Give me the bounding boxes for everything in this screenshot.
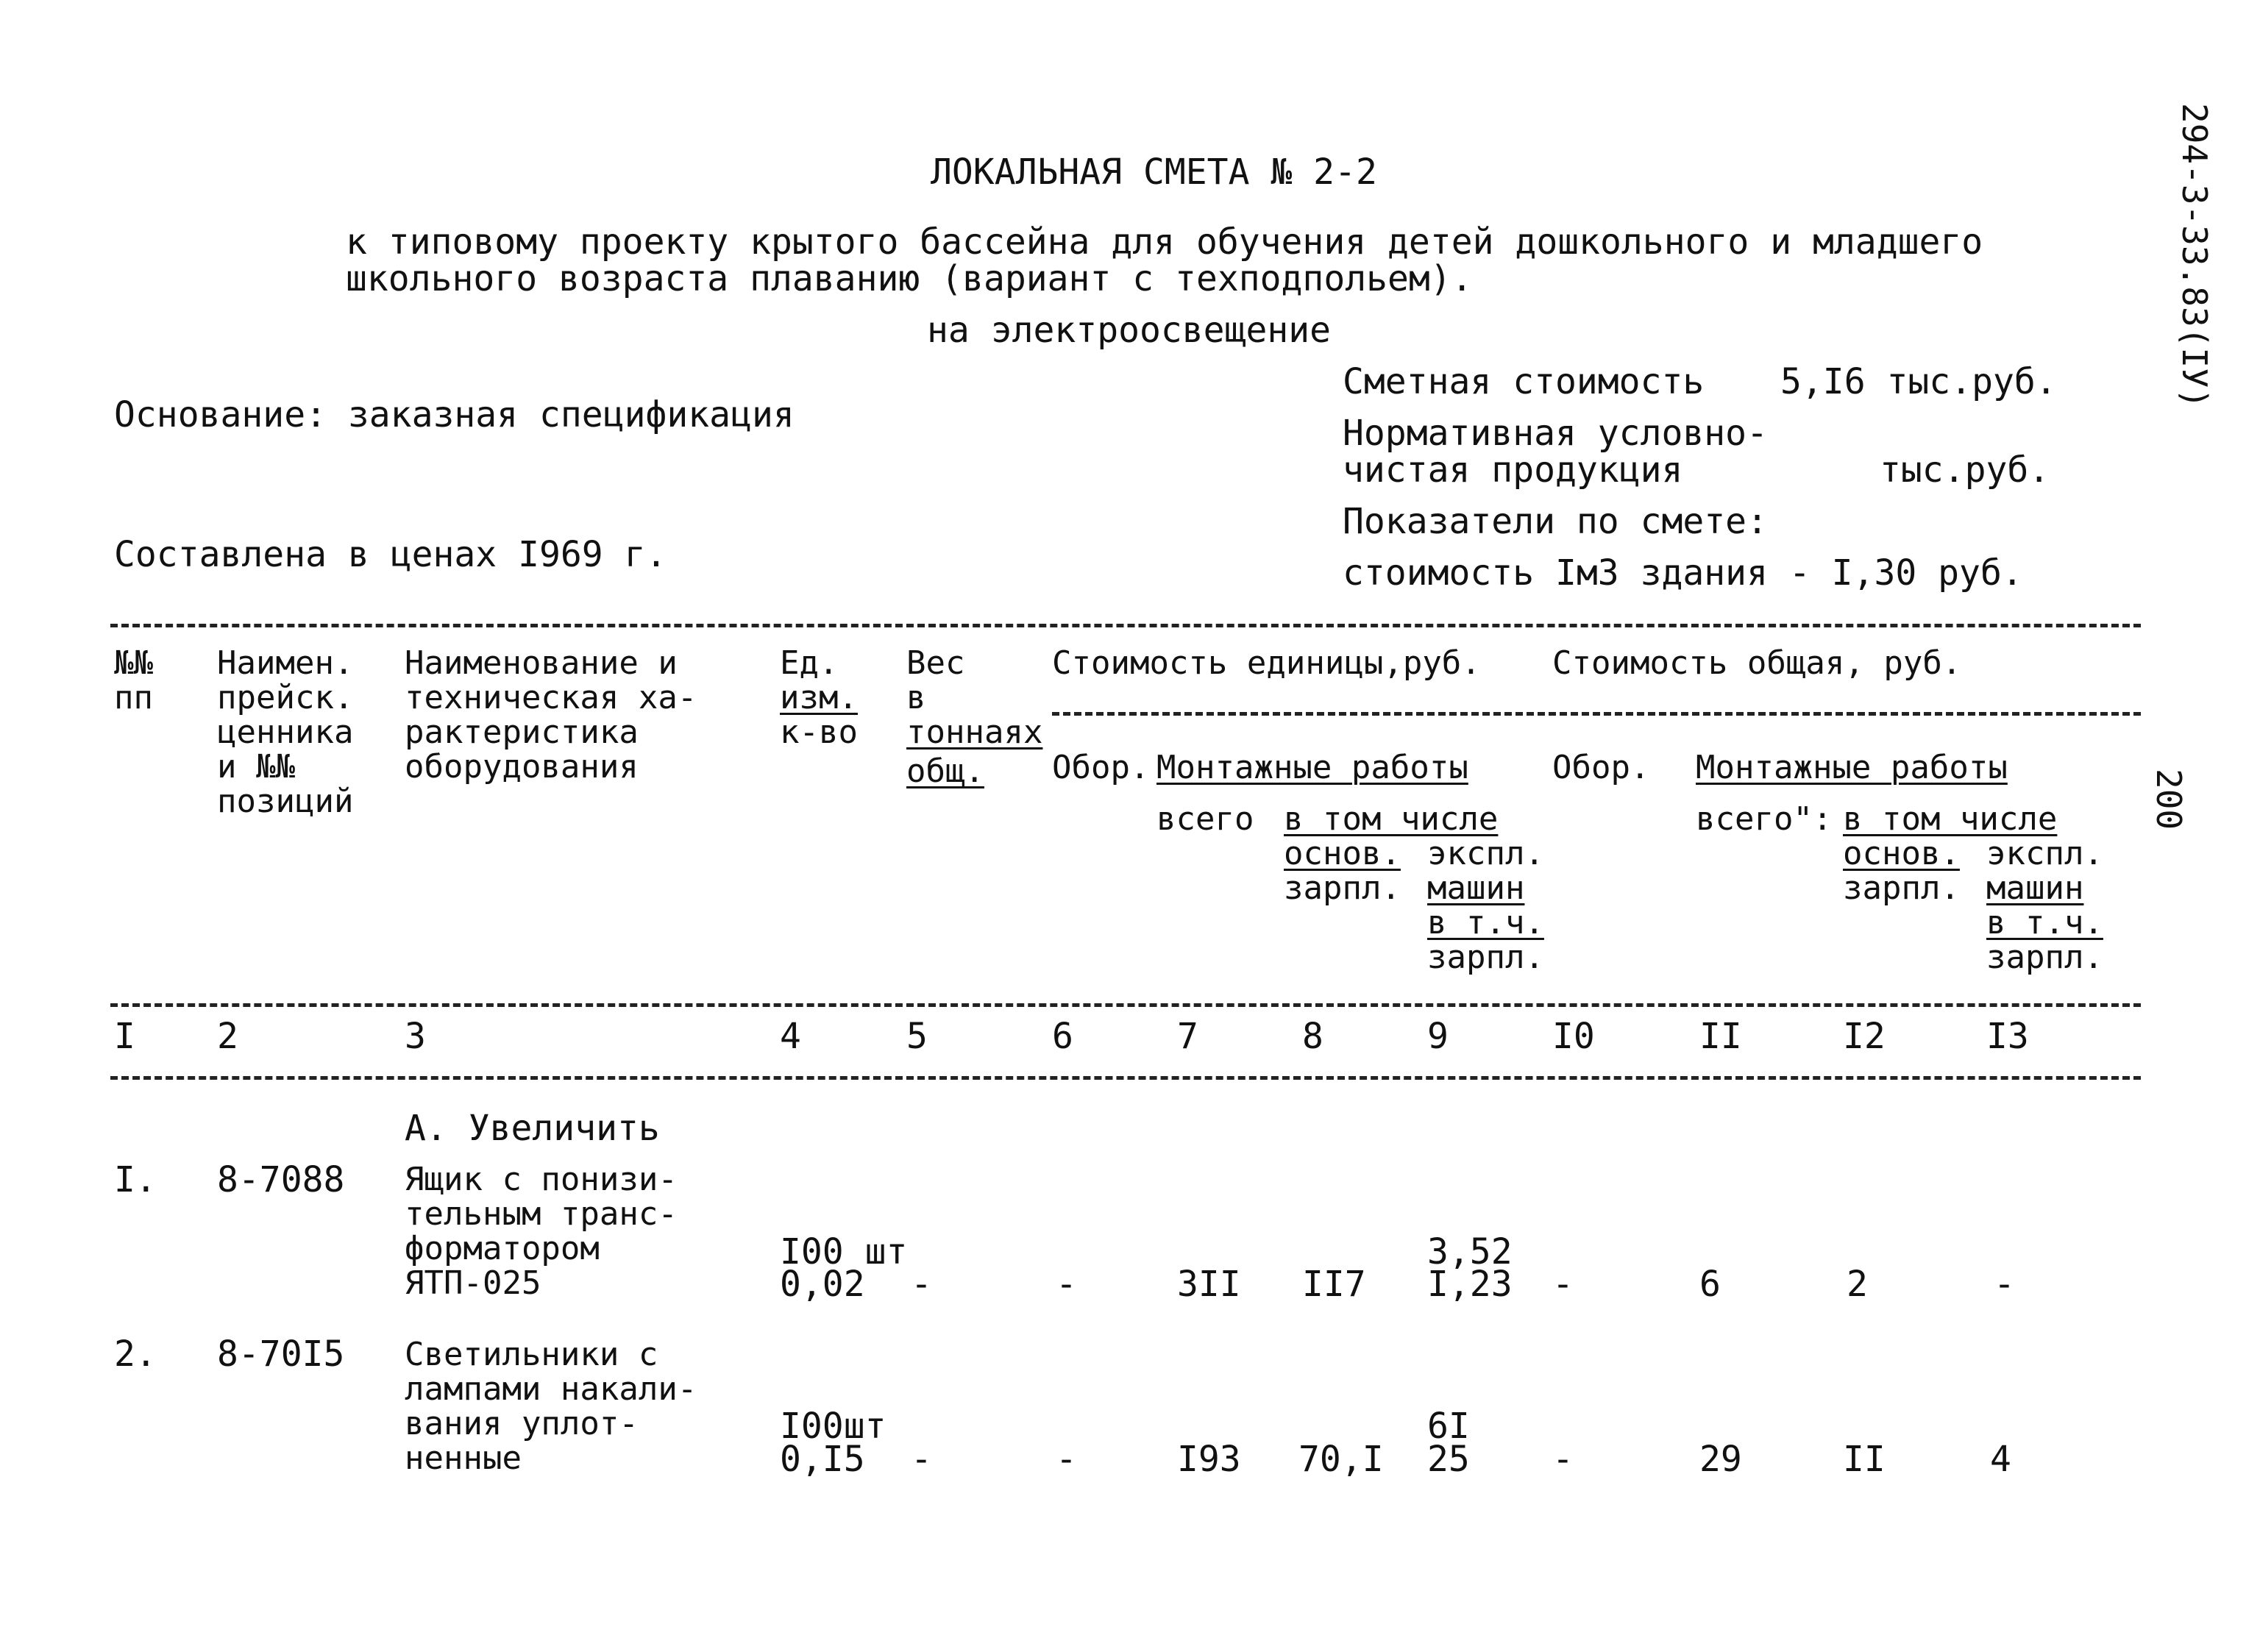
row-name-line: ЯТП-025 <box>405 1264 541 1302</box>
row-weight: - <box>911 1439 932 1480</box>
row-qty: 0,I5 <box>780 1439 865 1480</box>
page-number: 200 <box>2149 769 2189 830</box>
subtitle-line-3: на электроосвещение <box>927 310 1332 351</box>
unit-incl-heading: в том числе <box>1284 800 1499 838</box>
row-machines-all: - <box>1994 1264 2015 1305</box>
row-unit: I00 шт <box>780 1231 908 1272</box>
row-name-line: ненные <box>405 1439 522 1477</box>
row-qty: 0,02 <box>780 1264 865 1305</box>
col-number-7: 7 <box>1177 1016 1198 1057</box>
subtitle-line-2: школьного возраста плаванию (вариант с техподпольем). <box>346 258 1473 299</box>
total-equip-heading: Обор. <box>1552 749 1650 786</box>
row-name-line: Светильники с <box>405 1336 658 1373</box>
estimate-cost-label: Сметная стоимость <box>1343 361 1705 402</box>
row-name-line: Ящик с понизи- <box>405 1161 678 1198</box>
row-base-wage-all: II <box>1843 1439 1886 1480</box>
unit-install-heading: Монтажные работы <box>1156 749 1468 786</box>
col-number-4: 4 <box>780 1016 801 1057</box>
col-number-2: 2 <box>217 1016 238 1057</box>
row-unit: I00шт <box>780 1406 886 1447</box>
cost-per-m3: стоимость IмЗ здания - I,30 руб. <box>1343 552 2023 594</box>
total-install-heading: Монтажные работы <box>1696 749 2008 786</box>
normative-label-2: чистая продукция <box>1343 449 1683 491</box>
col-number-8: 8 <box>1302 1016 1323 1057</box>
total-incl-heading: в том числе <box>1843 800 2058 838</box>
row-machines-bottom: I,23 <box>1427 1264 1513 1305</box>
row-install-total-all: 6 <box>1699 1264 1721 1305</box>
row-machines-all: 4 <box>1990 1439 2011 1480</box>
col-number-12: I2 <box>1843 1016 1886 1057</box>
row-machines-bottom: 25 <box>1427 1439 1470 1480</box>
row-weight: - <box>911 1264 932 1305</box>
total-total-heading: всего": <box>1696 800 1833 838</box>
subtitle-line-1: к типовому проекту крытого бассейна для обучения детей дошкольного и младшего <box>346 221 1983 263</box>
row-number: I. <box>114 1159 157 1200</box>
cost-group-rule <box>1052 712 2141 716</box>
row-equip-total: - <box>1552 1264 1574 1305</box>
total-cost-heading: Стоимость общая, руб. <box>1552 644 1962 682</box>
row-install-total: 3II <box>1177 1264 1241 1305</box>
unit-total-heading: всего <box>1156 800 1254 838</box>
estimate-cost-value: 5,I6 тыс.руб. <box>1780 361 2057 402</box>
document-title: ЛОКАЛЬНАЯ СМЕТА № 2-2 <box>931 152 1377 193</box>
numbers-bottom-rule <box>110 1076 2141 1080</box>
row-base-wage: II7 <box>1302 1264 1366 1305</box>
prices-year-text: Составлена в ценах I969 г. <box>114 534 667 575</box>
row-name-line: вания уплот- <box>405 1405 639 1442</box>
row-equip-total: - <box>1552 1439 1574 1480</box>
row-name-line: лампами накали- <box>405 1370 697 1408</box>
row-code: 8-7088 <box>217 1159 345 1200</box>
row-equip-unit: - <box>1056 1264 1077 1305</box>
row-machines-top: 6I <box>1427 1406 1470 1447</box>
section-heading: А. Увеличить <box>405 1108 660 1149</box>
row-base-wage-all: 2 <box>1847 1264 1868 1305</box>
col-number-1: I <box>114 1016 135 1057</box>
col-number-10: I0 <box>1552 1016 1595 1057</box>
normative-value: тыс.руб. <box>1880 449 2050 491</box>
row-machines-top: 3,52 <box>1427 1231 1513 1272</box>
row-equip-unit: - <box>1056 1439 1077 1480</box>
header-bottom-rule <box>110 1003 2141 1007</box>
unit-cost-heading: Стоимость единицы,руб. <box>1052 644 1481 682</box>
basis-text: Основание: заказная спецификация <box>114 394 795 435</box>
row-name-line: форматором <box>405 1230 600 1267</box>
unit-equip-heading: Обор. <box>1052 749 1150 786</box>
col-number-9: 9 <box>1427 1016 1449 1057</box>
row-base-wage: 70,I <box>1298 1439 1384 1480</box>
col-number-11: II <box>1699 1016 1742 1057</box>
row-install-total-all: 29 <box>1699 1439 1742 1480</box>
header-top-rule <box>110 624 2141 627</box>
normative-label-1: Нормативная условно- <box>1343 413 1768 454</box>
col-number-6: 6 <box>1052 1016 1073 1057</box>
col-number-3: 3 <box>405 1016 426 1057</box>
row-name-line: тельным транс- <box>405 1195 678 1233</box>
row-install-total: I93 <box>1177 1439 1241 1480</box>
col-number-5: 5 <box>906 1016 928 1057</box>
indicators-label: Показатели по смете: <box>1343 501 1768 542</box>
document-code: 294-3-33.83(IУ) <box>2175 103 2214 409</box>
col-number-13: I3 <box>1986 1016 2029 1057</box>
row-number: 2. <box>114 1334 157 1375</box>
row-code: 8-70I5 <box>217 1334 345 1375</box>
